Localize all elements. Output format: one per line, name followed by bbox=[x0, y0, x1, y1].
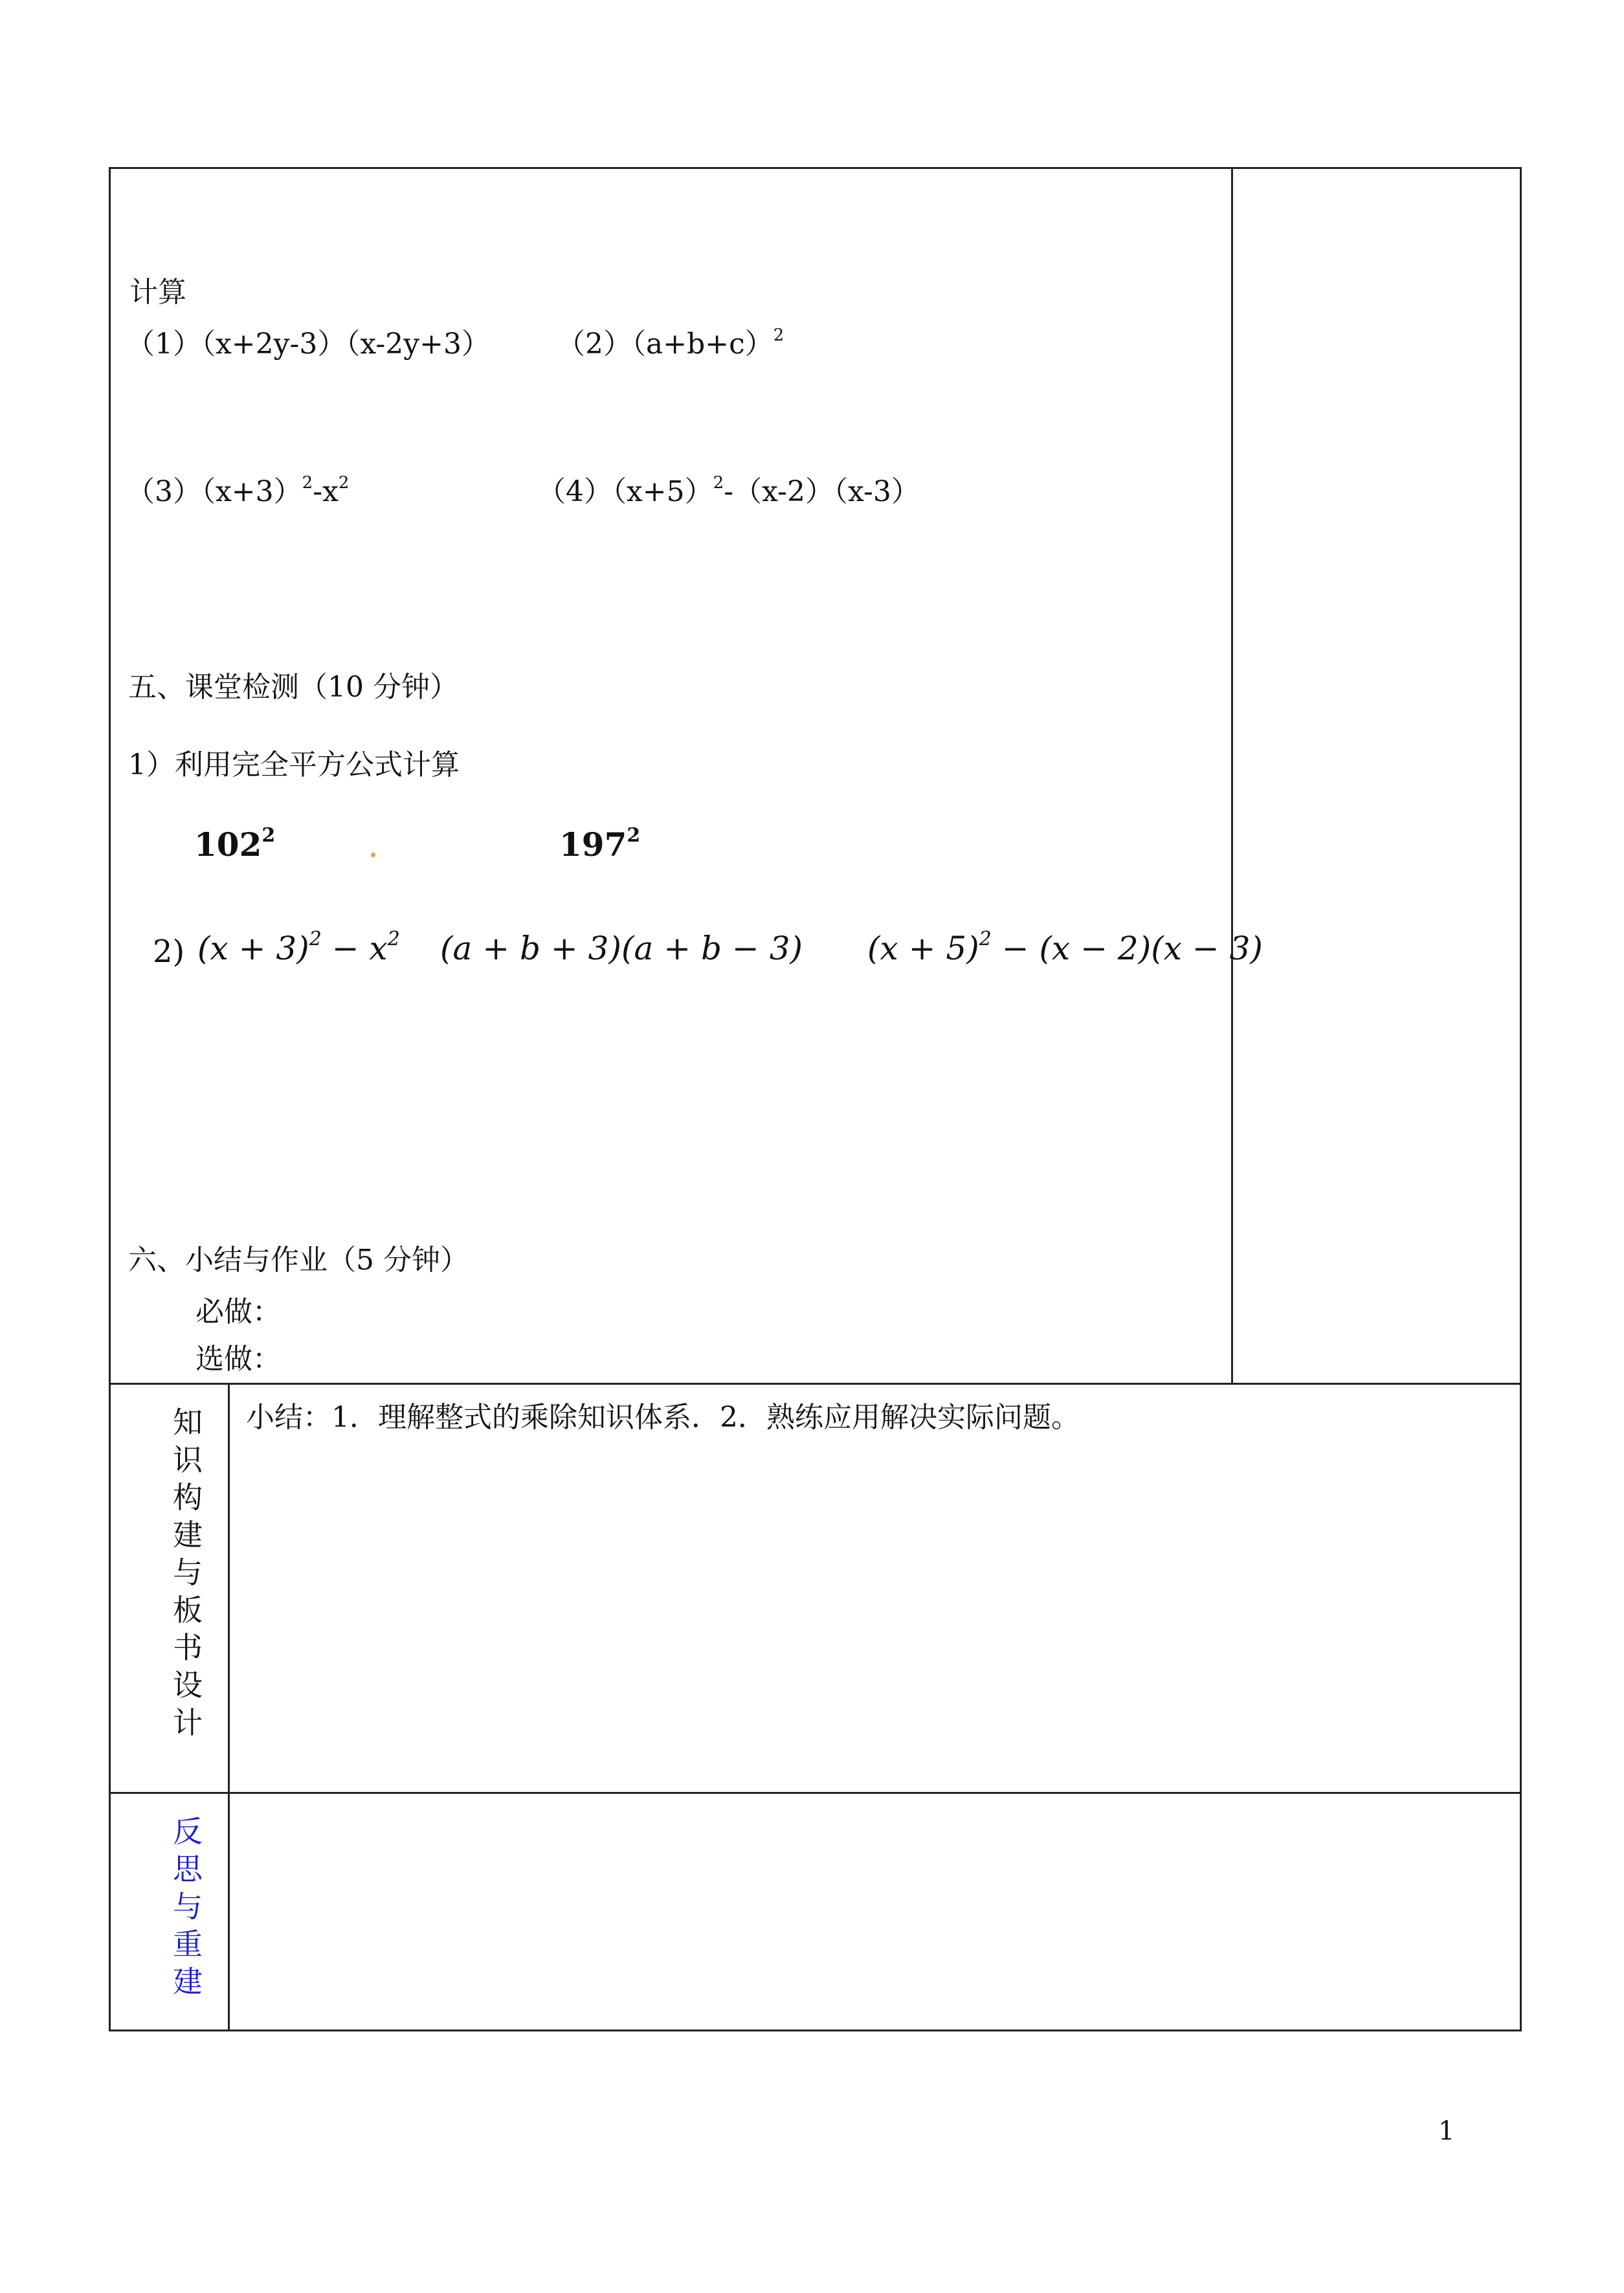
expression-1-b: − x bbox=[321, 930, 388, 967]
problem-4-sup: 2 bbox=[713, 473, 724, 493]
problem-4 bbox=[537, 473, 920, 508]
reflection-label-char: 重 bbox=[173, 1927, 203, 1962]
compute-heading: 计算 bbox=[129, 276, 186, 309]
number-197-squared bbox=[559, 824, 641, 864]
expression-1-a: (x + 3) bbox=[197, 930, 309, 967]
label-column-divider bbox=[228, 1383, 230, 2030]
problem-2 bbox=[557, 326, 784, 361]
section5-question-2-label: 2) bbox=[153, 934, 185, 970]
table-border-top bbox=[109, 167, 1522, 169]
row-divider-2 bbox=[109, 1792, 1522, 1794]
knowledge-label-char: 板 bbox=[173, 1593, 203, 1627]
problem-3-a: （3）（x+3） bbox=[126, 475, 302, 508]
number-102-squared bbox=[194, 824, 276, 864]
knowledge-label-char: 构 bbox=[173, 1480, 203, 1515]
homework-required: 必做： bbox=[195, 1295, 281, 1328]
knowledge-label-char: 书 bbox=[173, 1630, 203, 1665]
page-number: 1 bbox=[1438, 2116, 1455, 2146]
problem-2-expr: （a+b+c） bbox=[632, 328, 773, 361]
knowledge-label-char: 建 bbox=[173, 1517, 203, 1552]
section6-title: 六、小结与作业（5 分钟） bbox=[128, 1244, 469, 1277]
reflection-label-char: 反 bbox=[173, 1814, 203, 1849]
main-column-divider bbox=[1231, 167, 1233, 1384]
expression-2: (a + b + 3)(a + b − 3) bbox=[440, 930, 803, 967]
mark-dot bbox=[371, 853, 375, 857]
knowledge-label-char: 设 bbox=[173, 1668, 203, 1703]
number-197-sup: 2 bbox=[627, 824, 641, 847]
problem-3 bbox=[126, 473, 350, 508]
expression-3-b: − (x − 2)(x − 3) bbox=[991, 930, 1263, 967]
expression-3-sup: 2 bbox=[979, 928, 992, 950]
problem-2-label: （2） bbox=[557, 328, 632, 361]
expression-3 bbox=[867, 928, 1263, 967]
knowledge-label-char: 计 bbox=[173, 1705, 203, 1740]
reflection-label-char: 思 bbox=[173, 1851, 203, 1886]
knowledge-label-char: 识 bbox=[173, 1442, 203, 1477]
problem-4-a: （4）（x+5） bbox=[537, 475, 713, 508]
knowledge-summary: 小结：1．理解整式的乘除知识体系．2．熟练应用解决实际问题。 bbox=[246, 1401, 1080, 1434]
row-divider-1 bbox=[109, 1383, 1522, 1385]
table-border-left bbox=[109, 167, 111, 2031]
expression-1-sup: 2 bbox=[309, 928, 322, 950]
table-border-right bbox=[1520, 167, 1522, 2031]
section5-question-1: 1）利用完全平方公式计算 bbox=[128, 748, 460, 781]
problem-1: （1）（x+2y-3）（x-2y+3） bbox=[126, 328, 491, 361]
reflection-label-char: 与 bbox=[173, 1889, 203, 1924]
problem-4-b: -（x-2）（x-3） bbox=[724, 475, 920, 508]
knowledge-label-char: 与 bbox=[173, 1555, 203, 1590]
knowledge-label-char: 知 bbox=[173, 1405, 203, 1440]
knowledge-label bbox=[168, 1404, 207, 1741]
expression-3-a: (x + 5) bbox=[867, 930, 979, 967]
table-border-bottom bbox=[109, 2030, 1522, 2031]
reflection-label bbox=[168, 1813, 207, 2000]
problem-3-sup2: 2 bbox=[338, 473, 350, 493]
expression-1-sup2: 2 bbox=[387, 928, 400, 950]
number-102: 102 bbox=[194, 825, 262, 864]
number-197: 197 bbox=[559, 825, 627, 864]
section5-title: 五、课堂检测（10 分钟） bbox=[128, 671, 458, 704]
homework-optional: 选做： bbox=[195, 1343, 281, 1376]
problem-2-sup: 2 bbox=[773, 326, 784, 345]
reflection-label-char: 建 bbox=[173, 1964, 203, 1999]
problem-3-b: -x bbox=[313, 475, 339, 508]
number-102-sup: 2 bbox=[261, 824, 276, 847]
problem-3-sup1: 2 bbox=[302, 473, 313, 493]
expression-1 bbox=[197, 928, 400, 967]
